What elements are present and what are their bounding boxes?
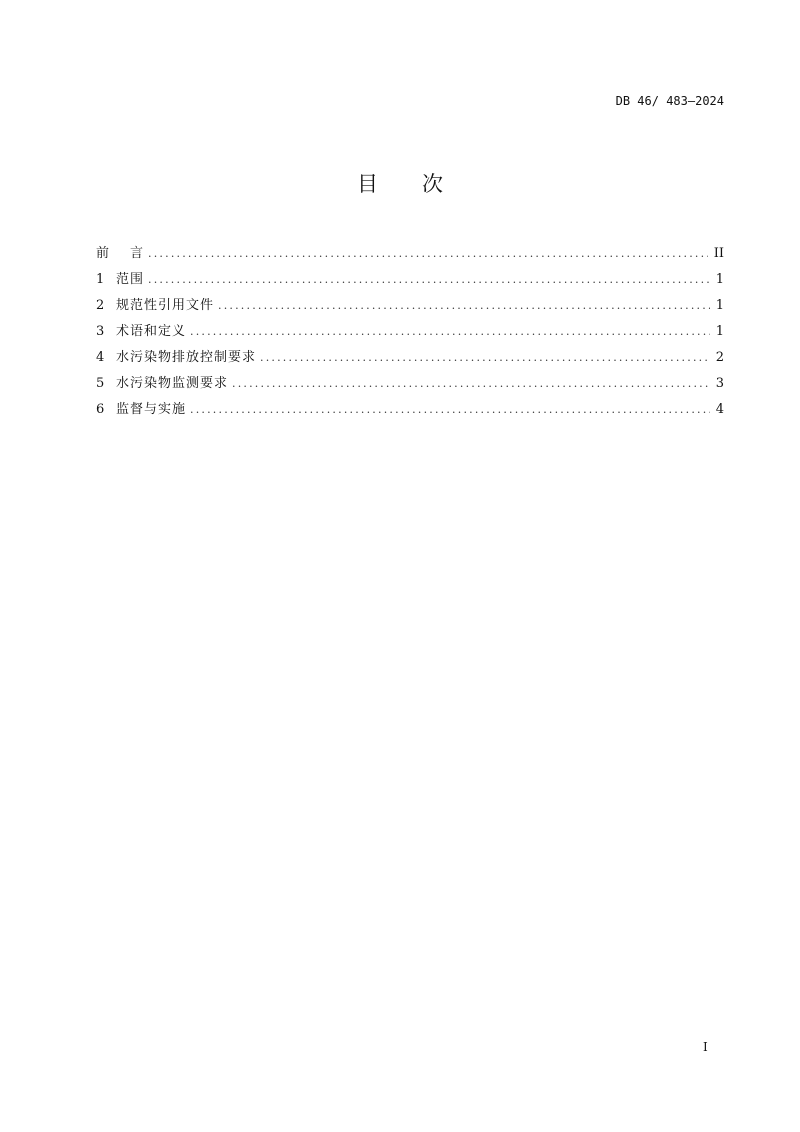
leader-dots [148,273,710,286]
toc-entry-number: 4 [96,350,105,365]
toc-entry-number: 5 [96,376,105,391]
toc-entry[interactable] [96,398,724,424]
toc-entry[interactable] [96,346,724,372]
toc-entry-page: 3 [715,376,724,391]
leader-dots [190,325,710,338]
toc-entry-page: II [713,246,724,261]
toc-entry-foreword[interactable] [96,242,724,268]
toc-entry-label: 规范性引用文件 [116,298,215,313]
toc-entry-label: 范围 [116,272,145,287]
document-code: DB 46/ 483—2024 [615,94,724,108]
toc-entry-label: 监督与实施 [116,402,187,417]
table-of-contents [96,242,724,424]
leader-dots [232,377,710,390]
toc-entry-label: 前 言 [96,246,145,261]
toc-entry[interactable] [96,372,724,398]
title-char-1: 目 [357,172,378,196]
toc-entry-page: 1 [715,324,724,339]
leader-dots [190,403,710,416]
toc-entry-page: 2 [715,350,724,365]
toc-entry[interactable] [96,268,724,294]
toc-entry-number: 6 [96,402,105,417]
toc-entry-number: 3 [96,324,105,339]
toc-entry[interactable] [96,320,724,346]
toc-entry-label: 水污染物排放控制要求 [116,350,257,365]
toc-entry-page: 4 [715,402,724,417]
toc-entry-page: 1 [715,298,724,313]
title-char-2: 次 [422,172,443,196]
leader-dots [260,351,710,364]
toc-entry-page: 1 [715,272,724,287]
toc-entry[interactable] [96,294,724,320]
toc-entry-label: 术语和定义 [116,324,187,339]
toc-entry-label: 水污染物监测要求 [116,376,229,391]
leader-dots [148,247,708,260]
footer-page-number: I [703,1040,708,1054]
toc-entry-number: 1 [96,272,105,287]
page-title [0,168,800,198]
toc-entry-number: 2 [96,298,105,313]
leader-dots [218,299,710,312]
